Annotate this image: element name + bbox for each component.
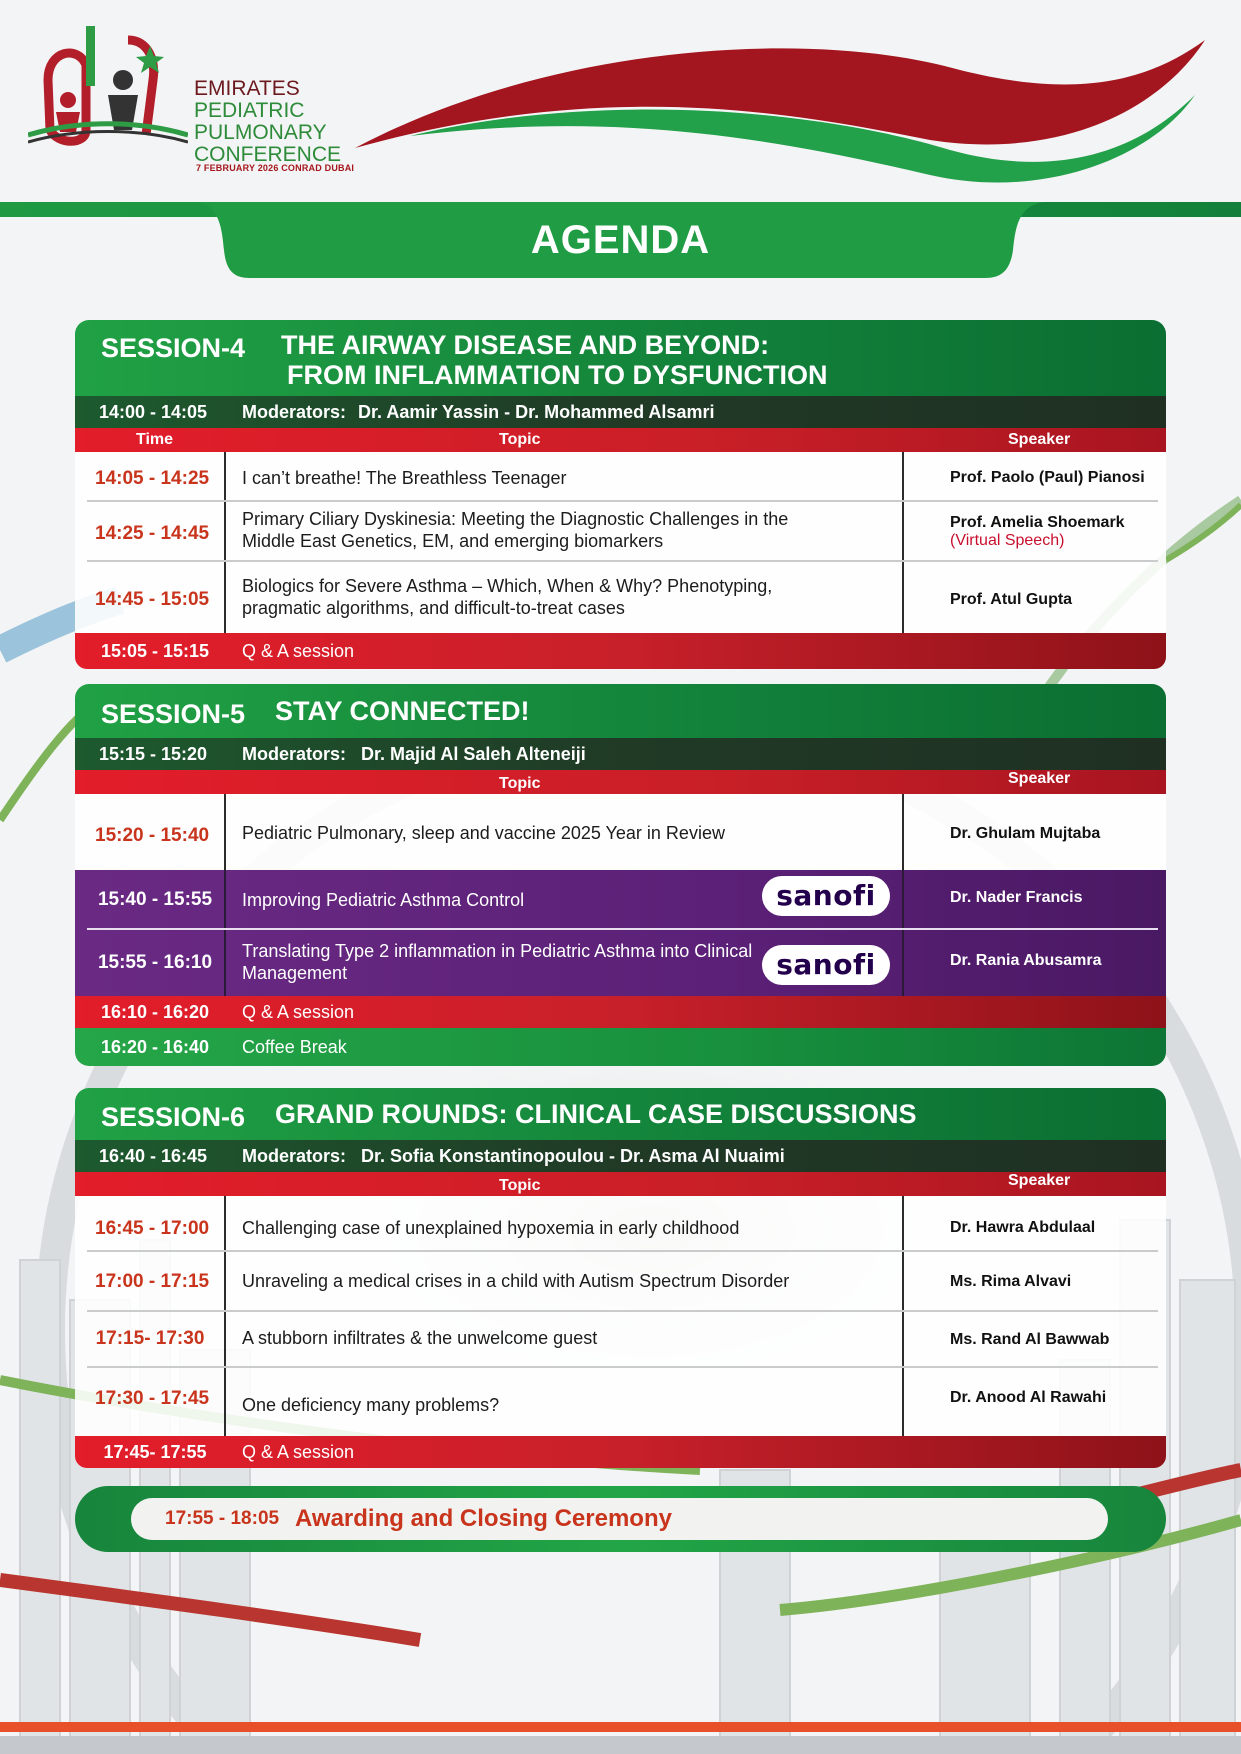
row-time: 15:55 - 16:10 [97, 952, 213, 973]
session-5-title: STAY CONNECTED! [275, 696, 530, 726]
sanofi-sponsor-logo: sanofi [762, 945, 890, 985]
closing-ceremony-bar [75, 1486, 1166, 1552]
session-4-label: SESSION-4 [101, 333, 246, 363]
session-4-moderators-bar [75, 396, 1166, 428]
session-5-qa-bar [75, 996, 1166, 1028]
qa-label: Q & A session [242, 1442, 355, 1462]
session-5-header [75, 684, 1166, 738]
row-topic: One deficiency many problems? [242, 1395, 500, 1415]
closing-ceremony-pill [131, 1498, 1108, 1540]
session-6-qa-bar [75, 1436, 1166, 1468]
session-6-moderators-bar [75, 1140, 1166, 1172]
row-time: 15:40 - 15:55 [97, 889, 213, 910]
logo-line-3: PULMONARY [194, 121, 327, 144]
row-time: 17:30 - 17:45 [95, 1388, 210, 1409]
logo-emblem [28, 20, 188, 160]
virtual-speech-note: (Virtual Speech) [950, 532, 1065, 549]
row-speaker: Dr. Hawra Abdulaal [950, 1219, 1096, 1236]
row-topic: I can’t breathe! The Breathless Teenager [242, 468, 567, 488]
row-speaker: Ms. Rima Alvavi [950, 1273, 1072, 1290]
session-4-qa-bar [75, 633, 1166, 669]
session-4-moderator-time: 14:00 - 14:05 [99, 402, 208, 422]
row-topic: A stubborn infiltrates & the unwelcome guest [242, 1328, 598, 1348]
session-6-label: SESSION-6 [101, 1102, 246, 1132]
row-time: 14:05 - 14:25 [95, 468, 210, 489]
row-topic: Biologics for Severe Asthma – Which, When & Why? Phenotyping, pragmatic algorithms, and difficult-to-treat cases [242, 576, 773, 618]
row-topic: Translating Type 2 inflammation in Pediatric Asthma into Clinical Management [242, 941, 753, 983]
logo-line-1: EMIRATES [194, 77, 300, 100]
header-speaker: Speaker [1008, 770, 1071, 787]
header-topic: Topic [499, 1177, 541, 1194]
session-6-table [75, 1196, 1166, 1436]
row-time: 17:00 - 17:15 [95, 1271, 210, 1292]
row-time: 17:15- 17:30 [95, 1328, 205, 1349]
row-time: 16:45 - 17:00 [95, 1218, 210, 1239]
header-topic: Topic [499, 431, 541, 448]
session-5-coffee-break-bar [75, 1028, 1166, 1066]
row-speaker [950, 514, 1160, 550]
row-speaker: Dr. Nader Francis [950, 889, 1083, 906]
session-5-moderator-time: 15:15 - 15:20 [99, 744, 208, 764]
row-topic: Improving Pediatric Asthma Control [242, 890, 525, 910]
row-topic: Challenging case of unexplained hypoxemia in early childhood [242, 1218, 740, 1238]
row-speaker: Dr. Ghulam Mujtaba [950, 825, 1101, 842]
logo-line-4: CONFERENCE [194, 143, 342, 166]
qa-label: Q & A session [242, 1002, 355, 1022]
row-speaker: Prof. Atul Gupta [950, 591, 1073, 608]
speaker-name: Prof. Amelia Shoemark [950, 514, 1125, 531]
session-5-table [75, 794, 1166, 870]
session-5-moderators: Dr. Majid Al Saleh Alteneiji [361, 744, 586, 764]
row-time: 15:20 - 15:40 [95, 825, 210, 846]
session-4-moderators-label: Moderators: [242, 402, 347, 422]
session-4-header [75, 320, 1166, 396]
row-speaker: Prof. Paolo (Paul) Pianosi [950, 469, 1145, 486]
session-6-header [75, 1088, 1166, 1140]
row-topic: Unraveling a medical crises in a child with Autism Spectrum Disorder [242, 1271, 790, 1291]
session-5-sponsored-block [75, 870, 1166, 996]
logo-line-2: PEDIATRIC [194, 99, 305, 122]
session-5-moderators-bar [75, 738, 1166, 770]
sanofi-sponsor-logo: sanofi [762, 876, 890, 916]
session-4-title-line-1: THE AIRWAY DISEASE AND BEYOND: [281, 330, 770, 360]
row-speaker: Dr. Anood Al Rawahi [950, 1389, 1107, 1406]
qa-time: 16:10 - 16:20 [100, 1002, 210, 1022]
session-6-moderators: Dr. Sofia Konstantinopoulou - Dr. Asma Al Nuaimi [361, 1146, 785, 1166]
row-speaker: Ms. Rand Al Bawwab [950, 1331, 1110, 1348]
session-4-table [75, 452, 1166, 633]
closing-time: 17:55 - 18:05 [165, 1508, 280, 1529]
coffee-label: Coffee Break [242, 1037, 347, 1057]
session-6-table-header [75, 1172, 1166, 1196]
session-6-moderators-label: Moderators: [242, 1146, 347, 1166]
header-speaker: Speaker [1008, 1172, 1071, 1189]
row-time: 14:25 - 14:45 [95, 523, 210, 544]
session-6-title: GRAND ROUNDS: CLINICAL CASE DISCUSSIONS [275, 1099, 917, 1129]
session-6-moderator-time: 16:40 - 16:45 [99, 1146, 208, 1166]
row-speaker: Dr. Rania Abusamra [950, 952, 1102, 969]
session-5-label: SESSION-5 [101, 699, 246, 729]
session-4-moderators: Dr. Aamir Yassin - Dr. Mohammed Alsamri [358, 402, 715, 422]
header-speaker: Speaker [1008, 431, 1071, 448]
header-topic: Topic [499, 775, 541, 792]
closing-label: Awarding and Closing Ceremony [295, 1505, 672, 1532]
row-time: 14:45 - 15:05 [95, 589, 210, 610]
qa-time: 17:45- 17:55 [103, 1442, 207, 1462]
agenda-title: AGENDA [530, 218, 711, 262]
session-5-table-header [75, 770, 1166, 794]
session-4-title-line-2: FROM INFLAMMATION TO DYSFUNCTION [287, 360, 828, 390]
qa-time: 15:05 - 15:15 [100, 641, 210, 661]
session-4-table-header [75, 428, 1166, 452]
session-5-moderators-label: Moderators: [242, 744, 347, 764]
row-topic: Pediatric Pulmonary, sleep and vaccine 2025 Year in Review [242, 823, 725, 843]
logo-date-venue: 7 FEBRUARY 2026 CONRAD DUBAI [196, 163, 355, 173]
row-topic: Primary Ciliary Dyskinesia: Meeting the Diagnostic Challenges in the Middle East Genetics, EM, and emerging biomarkers [242, 509, 789, 551]
conference-logo [28, 20, 355, 173]
qa-label: Q & A session [242, 641, 355, 661]
header-time: Time [136, 431, 174, 448]
coffee-time: 16:20 - 16:40 [100, 1037, 210, 1057]
